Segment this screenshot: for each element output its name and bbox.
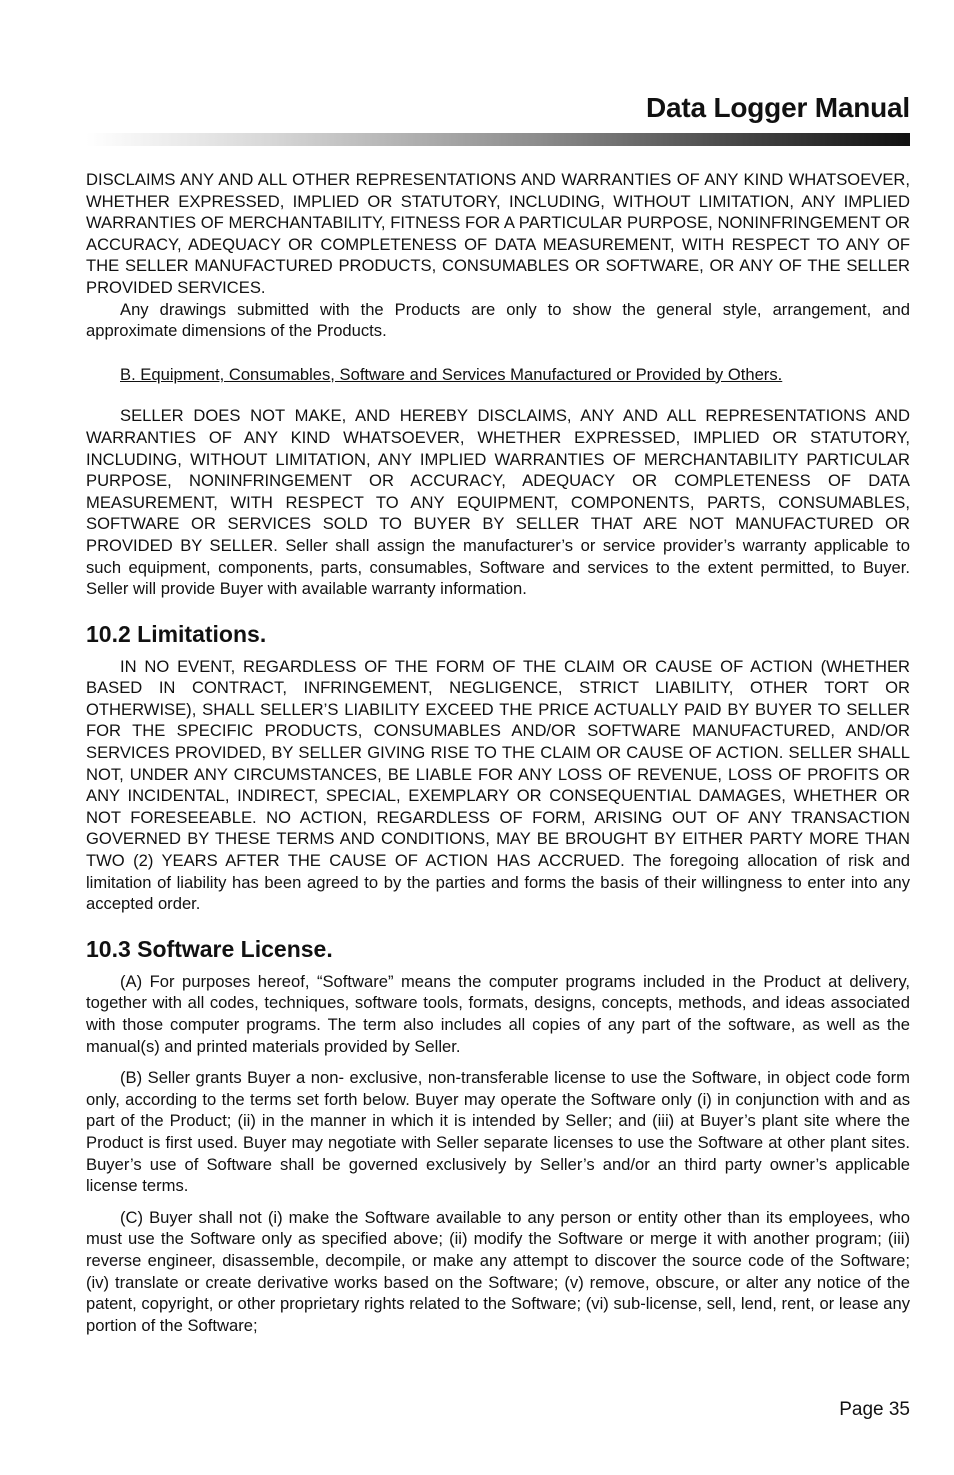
section-heading-software-license: 10.3 Software License. [86, 935, 333, 962]
paragraph-limitations: IN NO EVENT, REGARDLESS OF THE FORM OF THE CLAIM OR CAUSE OF ACTION (WHETHER BASED IN CONTRACT, INFRINGEMENT, NEGLIGENCE, STRICT LIABILITY, OTHER TORT OR OTHERWISE), SHALL SELLER’S LIABILITY EXCEED THE PRICE ACTUALLY PAID BY BUYER TO SELLER FOR THE SPECIFIC PRODUCTS, CONSUMABLES AND/OR SOFTWARE MANUFACTURED, AND/OR SERVICES PROVIDED, BY SELLER GIVING RISE TO THE CLAIM OR CAUSE OF ACTION. SELLER SHALL NOT, UNDER ANY CIRCUMSTANCES, BE LIABLE FOR ANY LOSS OF REVENUE, LOSS OF PROFITS OR ANY INCIDENTAL, INDIRECT, SPECIAL, EXEMPLARY OR CONSEQUENTIAL DAMAGES, WHETHER OR NOT FORESEEABLE. NO ACTION, REGARDLESS OF FORM, ARISING OUT OF ANY TRANSACTION GOVERNED BY THESE TERMS AND CONDITIONS, MAY BE BROUGHT BY EITHER PARTY MORE THAN TWO (2) YEARS AFTER THE CAUSE OF ACTION HAS ACCRUED. The foregoing allocation of risk and limitation of liability has been agreed to by the parties and forms the basis of their willingness to enter into any accepted order. [86, 656, 910, 914]
header-gradient-rule [86, 133, 910, 146]
page-number: Page 35 [839, 1399, 910, 1420]
subheading-equipment-others: B. Equipment, Consumables, Software and Services Manufactured or Provided by Others. [120, 364, 783, 384]
paragraph-software-license-a: (A) For purposes hereof, “Software” means the computer programs included in the Product at delivery, together with all codes, techniques, software tools, formats, designs, concepts, methods, and ideas associated with those computer programs. The term also includes all copies of any part of the software, as well as the manual(s) and printed materials provided by Seller. [86, 971, 910, 1056]
section-heading-limitations: 10.2 Limitations. [86, 620, 267, 647]
paragraph-seller-disclaims: SELLER DOES NOT MAKE, AND HEREBY DISCLAIMS, ANY AND ALL REPRESENTATIONS AND WARRANTIES OF ANY KIND WHATSOEVER, WHETHER EXPRESSED, IMPLIED OR STATUTORY, INCLUDING, WITHOUT LIMITATION, ANY IMPLIED WARRANTIES OF MERCHANTABILITY PARTICULAR PURPOSE, NONINFRINGEMENT OR ACCURACY, ADEQUACY OR COMPLETENESS OF DATA MEASUREMENT, WITH RESPECT TO ANY EQUIPMENT, COMPONENTS, PARTS, CONSUMABLES, SOFTWARE OR SERVICES SOLD TO BUYER BY SELLER THAT ARE NOT MANUFACTURED OR PROVIDED BY SELLER. Seller shall assign the manufacturer’s or service provider’s warranty applicable to such equipment, components, parts, consumables, Software and services to the extent permitted, to Buyer. Seller will provide Buyer with available warranty information. [86, 406, 910, 599]
paragraph-software-license-c: (C) Buyer shall not (i) make the Software available to any person or entity other than its employees, who must use the Software only as specified above; (ii) modify the Software or merge it with another program; (iii) reverse engineer, disassemble, decompile, or make any attempt to discover the source code of the Software; (iv) translate or create derivative works based on the Software; (v) remove, obscure, or alter any notice of the patent, copyright, or other proprietary rights related to the Software; (vi) sub-license, sell, lend, rent, or lease any portion of the Software; [86, 1207, 910, 1335]
paragraph-drawings: Any drawings submitted with the Products are only to show the general style, arrangement, and approximate dimensions of the Products. [86, 299, 910, 341]
paragraph-software-license-b: (B) Seller grants Buyer a non- exclusive, non-transferable license to use the Software, in object code form only, according to the terms set forth below. Buyer may operate the Software only (i) in conjunction with and as part of the Product; (ii) in the manner in which it is intended by Seller; and (iii) at Buyer’s plant site where the Product is first used. Buyer may negotiate with Seller separate licenses to use the Software at other plant sites. Buyer’s use of Software shall be governed exclusively by Seller’s and/or an third party owner’s applicable license terms. [86, 1068, 910, 1196]
page-header-title: Data Logger Manual [646, 92, 910, 123]
page-body [86, 169, 910, 1336]
paragraph-disclaims: DISCLAIMS ANY AND ALL OTHER REPRESENTATIONS AND WARRANTIES OF ANY KIND WHATSOEVER, WHETHER EXPRESSED, IMPLIED OR STATUTORY, INCLUDING, WITHOUT LIMITATION, ANY IMPLIED WARRANTIES OF MERCHANTABILITY, FITNESS FOR A PARTICULAR PURPOSE, NONINFRINGEMENT OR ACCURACY, ADEQUACY OR COMPLETENESS OF DATA MEASUREMENT, WITH RESPECT TO ANY OF THE SELLER MANUFACTURED PRODUCTS, CONSUMABLES OR SOFTWARE, OR ANY OF THE SELLER PROVIDED SERVICES. [86, 170, 910, 297]
